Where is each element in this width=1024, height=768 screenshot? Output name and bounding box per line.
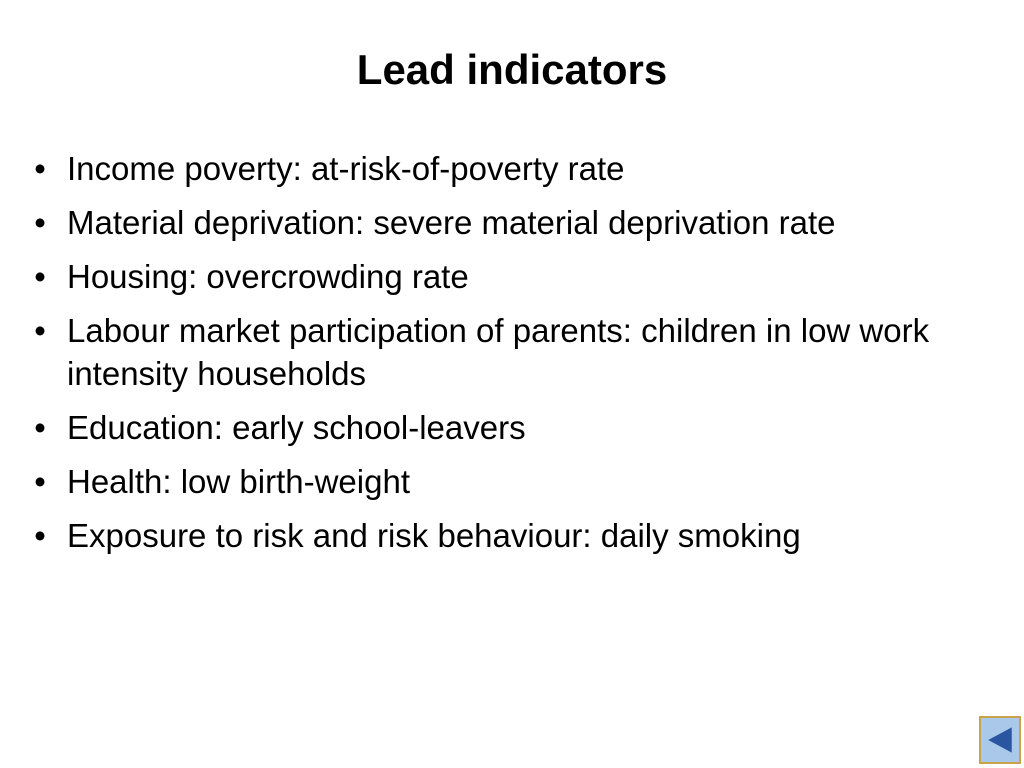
bullet-item — [30, 309, 1005, 395]
slide-title: Lead indicators — [356, 46, 668, 93]
bullet-item — [30, 201, 1005, 244]
bullet-item — [30, 514, 1005, 557]
bullet-text: Exposure to risk and risk behaviour: daily smoking — [67, 517, 801, 554]
bullet-item — [30, 406, 1005, 449]
bullet-icon: • — [34, 409, 46, 446]
bullet-text: Income poverty: at-risk-of-poverty rate — [67, 150, 625, 187]
bullet-text: Labour market participation of parents: children in low work intensity households — [67, 312, 930, 392]
bullet-text: Material deprivation: severe material deprivation rate — [67, 204, 836, 241]
bullet-icon: • — [34, 150, 46, 187]
bullet-icon: • — [34, 312, 46, 349]
bullet-text: Health: low birth-weight — [67, 463, 410, 500]
triangle-left-icon — [981, 718, 1019, 762]
bullet-icon: • — [34, 517, 46, 554]
bullet-item — [30, 147, 1005, 190]
bullet-icon: • — [34, 258, 46, 295]
bullet-text: Education: early school-leavers — [67, 409, 526, 446]
bullet-item — [30, 255, 1005, 298]
back-button[interactable] — [979, 716, 1021, 764]
bullet-icon: • — [34, 204, 46, 241]
bullet-text: Housing: overcrowding rate — [67, 258, 469, 295]
bullet-list — [30, 147, 1005, 568]
bullet-icon: • — [34, 463, 46, 500]
bullet-item — [30, 460, 1005, 503]
